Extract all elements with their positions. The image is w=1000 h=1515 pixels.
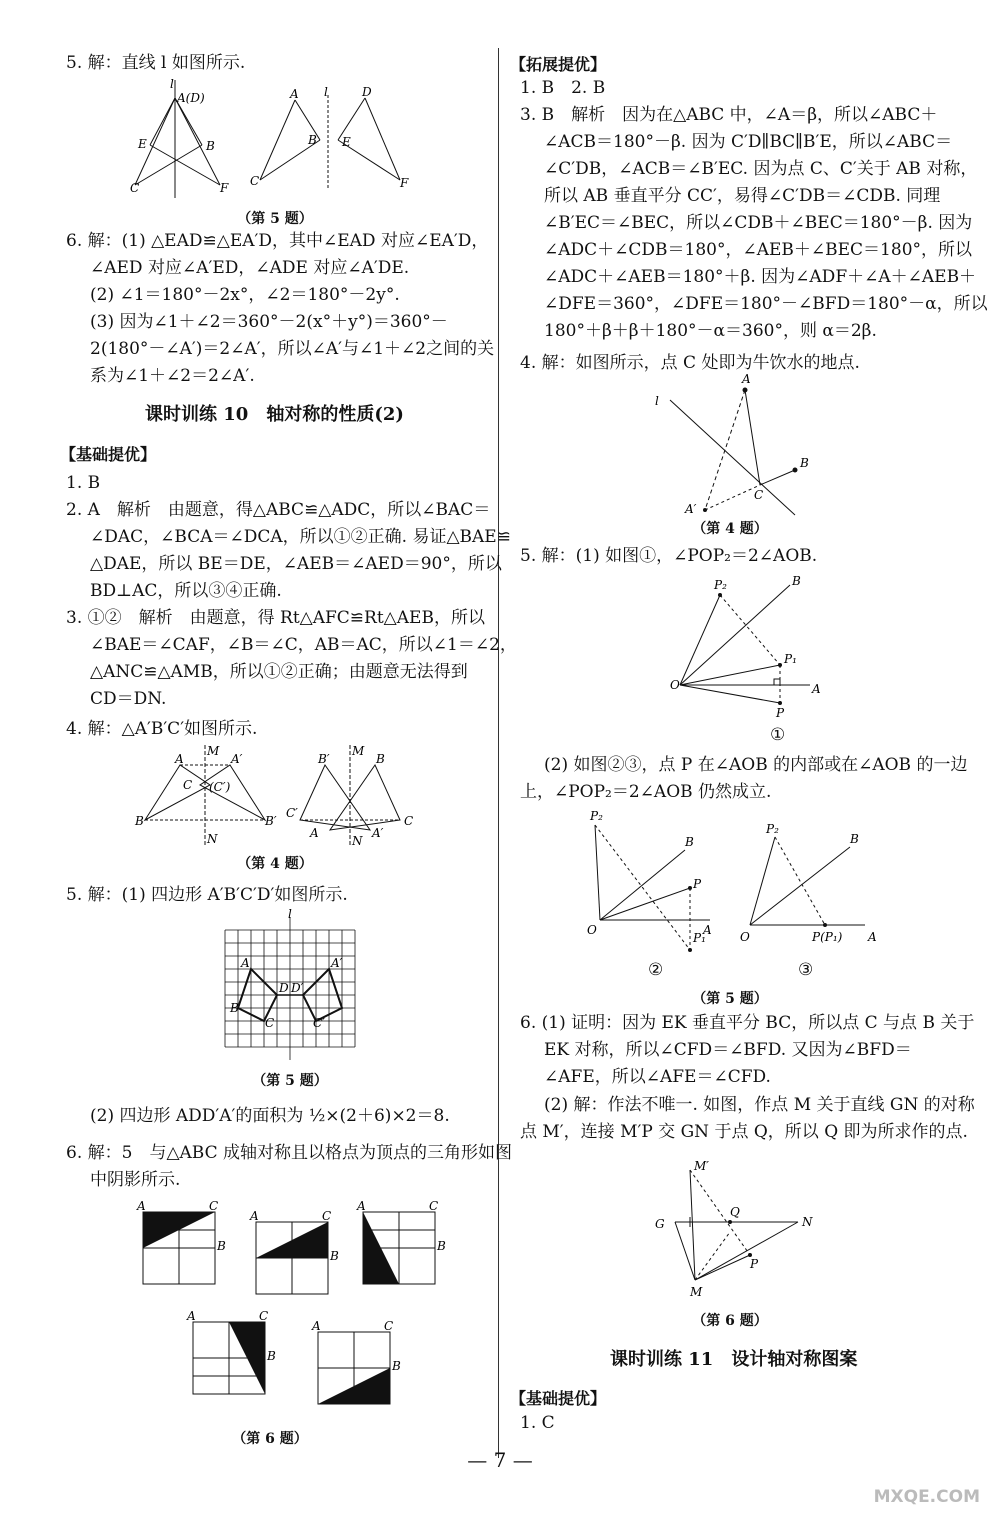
figure-r5-2 (585, 810, 725, 955)
svg-text:N: N (802, 1215, 813, 1229)
svg-text:B: B (685, 835, 694, 849)
figure-q4a (135, 745, 275, 850)
q6-line6: 系为∠1＋∠2＝2∠A′. (90, 366, 255, 386)
svg-text:C: C (322, 1209, 332, 1223)
svg-text:M′: M′ (694, 1159, 710, 1173)
m2b: ∠DAC，∠BCA＝∠DCA，所以①②正确. 易证△BAE≌ (90, 527, 511, 547)
r3d: 所以 AB 垂直平分 CC′，易得∠C′DB＝∠CDB. 同理 (544, 186, 941, 206)
svg-text:A′: A′ (331, 956, 343, 970)
section-basic: 【基础提优】 (60, 445, 157, 464)
m2d: BD⊥AC，所以③④正确. (90, 581, 282, 601)
r6d: (2) 解：作法不唯一. 如图，作点 M 关于直线 GN 的对称 (544, 1095, 975, 1115)
figure-q6-grid2 (248, 1210, 338, 1300)
svg-text:P₁: P₁ (693, 931, 706, 945)
figure-q6-grid4 (185, 1310, 275, 1400)
svg-text:A: A (310, 826, 319, 840)
q6-line5: 2(180°－∠A′)＝2∠A′，所以∠A′与∠1＋∠2之间的关 (90, 339, 495, 359)
svg-text:l: l (170, 77, 174, 91)
m2a: 2. A 解析 由题意，得△ABC≌△ADC，所以∠BAC＝ (66, 500, 491, 520)
svg-text:M: M (690, 1285, 703, 1299)
svg-text:D′: D′ (291, 981, 304, 995)
m3b: ∠BAE＝∠CAF，∠B＝∠C，AB＝AC，所以∠1＝∠2， (90, 635, 517, 655)
svg-text:B: B (308, 133, 317, 147)
svg-text:l: l (324, 85, 328, 99)
m3a: 3. ①② 解析 由题意，得 Rt△AFC≌Rt△AEB，所以 (66, 608, 485, 628)
svg-text:M: M (352, 744, 365, 758)
svg-text:P: P (776, 706, 785, 720)
m5b: (2) 四边形 ADD′A′的面积为 ½×(2＋6)×2＝8. (90, 1106, 450, 1126)
svg-text:B: B (330, 1249, 339, 1263)
svg-text:C′: C′ (313, 1016, 325, 1030)
svg-text:(C′): (C′) (209, 780, 231, 794)
svg-text:B: B (792, 574, 801, 588)
q6-line4: (3) 因为∠1＋∠2＝360°－2(x°＋y°)＝360°－ (90, 312, 448, 332)
svg-text:A(D): A(D) (177, 91, 205, 105)
svg-text:P₂: P₂ (766, 822, 779, 836)
svg-text:B′: B′ (265, 814, 277, 828)
svg-text:M: M (207, 744, 220, 758)
page-number: — 7 — (467, 1448, 533, 1472)
watermark: MXQE.COM (873, 1487, 980, 1507)
svg-text:C: C (259, 1309, 269, 1323)
m1: 1. B (66, 473, 101, 493)
fig2-label: ② (648, 960, 664, 980)
svg-text:E: E (342, 135, 351, 149)
figure-r4 (650, 372, 820, 516)
m3c: △ANC≌△AMB，所以①②正确；由题意无法得到 (90, 662, 468, 682)
caption-q5-grid: （第 5 题） (252, 1073, 328, 1089)
figure-q5-right (250, 85, 420, 200)
figure-q5-grid (225, 907, 355, 1062)
figure-q6-grid5 (310, 1320, 400, 1410)
svg-text:B: B (800, 456, 809, 470)
svg-text:l: l (288, 907, 292, 921)
figure-r6 (650, 1150, 820, 1310)
q1: 1. C (520, 1413, 555, 1433)
svg-text:A: A (703, 923, 712, 937)
svg-text:D: D (279, 981, 289, 995)
r3g: ∠ADC＋∠AEB＝180°＋β. 因为∠ADF＋∠A＋∠AEB＋ (544, 267, 977, 287)
svg-text:C: C (754, 488, 764, 502)
svg-text:B: B (376, 752, 385, 766)
svg-text:C: C (429, 1199, 439, 1213)
svg-text:O: O (740, 930, 750, 944)
section-extend: 【拓展提优】 (510, 55, 607, 74)
r3a: 3. B 解析 因为在△ABC 中，∠A＝β，所以∠ABC＋ (520, 105, 938, 125)
svg-text:B: B (392, 1359, 401, 1373)
q5-answer: 5. 解：直线 l 如图所示. (66, 53, 246, 73)
svg-text:B: B (437, 1239, 446, 1253)
svg-text:A′: A′ (685, 502, 697, 516)
svg-text:A: A (137, 1199, 146, 1213)
r5c: 上，∠POP₂＝2∠AOB 仍然成立. (520, 782, 772, 802)
section-basic-2: 【基础提优】 (510, 1389, 607, 1408)
r6b: EK 对称，所以∠CFD＝∠BFD. 又因为∠BFD＝ (544, 1040, 912, 1060)
svg-text:F: F (220, 181, 229, 195)
q6-line1: 6. 解：(1) △EAD≌△EA′D，其中∠EAD 对应∠EA′D， (66, 231, 489, 251)
svg-text:C: C (404, 814, 414, 828)
column-divider (498, 48, 499, 1458)
svg-text:D: D (362, 85, 372, 99)
figure-r5-3 (740, 822, 890, 955)
m3d: CD＝DN. (90, 689, 167, 709)
svg-text:C: C (130, 181, 140, 195)
figure-r5-1 (670, 575, 840, 725)
svg-text:A′: A′ (372, 826, 384, 840)
svg-text:A′: A′ (231, 752, 243, 766)
r6a: 6. (1) 证明：因为 EK 垂直平分 BC，所以点 C 与点 B 关于 (520, 1013, 975, 1033)
svg-text:B: B (267, 1349, 276, 1363)
q6-line3: (2) ∠1＝180°－2x°，∠2＝180°－2y°. (90, 285, 400, 305)
lesson-11-title: 课时训练 11 设计轴对称图案 (610, 1349, 858, 1370)
svg-text:B: B (230, 1001, 239, 1015)
svg-text:Q: Q (730, 1205, 740, 1219)
svg-text:B: B (850, 832, 859, 846)
svg-text:A: A (357, 1199, 366, 1213)
figure-q4b (280, 745, 420, 850)
svg-text:P₂: P₂ (714, 578, 727, 592)
r5b: (2) 如图②③，点 P 在∠AOB 的内部或在∠AOB 的一边 (544, 755, 968, 775)
q6-line2: ∠AED 对应∠A′ED，∠ADE 对应∠A′DE. (90, 258, 410, 278)
svg-text:O: O (670, 678, 680, 692)
fig1-label: ① (770, 725, 786, 745)
svg-text:N: N (207, 832, 218, 846)
r3h: ∠DFE＝360°，∠DFE＝180°－∠BFD＝180°－α，所以 (544, 294, 988, 314)
svg-text:B: B (135, 814, 144, 828)
r3i: 180°＋β＋β＋180°－α＝360°，则 α＝2β. (544, 321, 877, 341)
fig3-label: ③ (798, 960, 814, 980)
m2c: △DAE，所以 BE＝DE，∠AEB＝∠AED＝90°，所以 (90, 554, 502, 574)
r5a: 5. 解：(1) 如图①，∠POP₂＝2∠AOB. (520, 546, 818, 566)
svg-text:C: C (183, 778, 193, 792)
caption-r5: （第 5 题） (692, 991, 768, 1007)
svg-text:C: C (250, 174, 260, 188)
svg-text:P: P (750, 1257, 759, 1271)
svg-text:F: F (400, 176, 409, 190)
svg-text:P(P₁): P(P₁) (812, 930, 843, 944)
r3e: ∠B′EC＝∠BEC，所以∠CDB＋∠BEC＝180°－β. 因为 (544, 213, 973, 233)
m4: 4. 解：△A′B′C′如图所示. (66, 719, 258, 739)
r6c: ∠AFE，所以∠AFE＝∠CFD. (544, 1067, 771, 1087)
lesson-10-title: 课时训练 10 轴对称的性质(2) (145, 404, 404, 425)
svg-text:A: A (868, 930, 877, 944)
caption-r4: （第 4 题） (692, 521, 768, 537)
svg-text:C: C (209, 1199, 219, 1213)
svg-text:A: A (742, 372, 751, 386)
svg-text:P: P (693, 877, 702, 891)
svg-text:A: A (241, 956, 250, 970)
r3b: ∠ACB＝180°－β. 因为 C′D∥BC∥B′E，所以∠ABC＝ (544, 132, 953, 152)
caption-r6: （第 6 题） (692, 1313, 768, 1329)
r3f: ∠ADC＋∠CDB＝180°，∠AEB＋∠BEC＝180°，所以 (544, 240, 973, 260)
caption-q5: （第 5 题） (237, 211, 313, 227)
figure-q5-left (130, 77, 230, 200)
svg-text:A: A (175, 752, 184, 766)
svg-text:N: N (352, 834, 363, 848)
svg-text:A: A (290, 87, 299, 101)
svg-text:C: C (265, 1016, 275, 1030)
svg-text:B: B (217, 1239, 226, 1253)
svg-text:G: G (655, 1217, 665, 1231)
r6e: 点 M′，连接 M′P 交 GN 于点 Q，所以 Q 即为所求作的点. (520, 1122, 968, 1142)
svg-text:A: A (250, 1209, 259, 1223)
m6a: 6. 解：5 与△ABC 成轴对称且以格点为顶点的三角形如图 (66, 1143, 513, 1163)
svg-text:P₂: P₂ (590, 809, 603, 823)
svg-text:E: E (138, 137, 147, 151)
svg-text:A: A (187, 1309, 196, 1323)
svg-text:B′: B′ (318, 752, 330, 766)
r3c: ∠C′DB，∠ACB＝∠B′EC. 因为点 C、C′关于 AB 对称， (544, 159, 978, 179)
caption-q6: （第 6 题） (232, 1431, 308, 1447)
r1: 1. B 2. B (520, 78, 606, 98)
svg-text:C: C (384, 1319, 394, 1333)
svg-text:C′: C′ (286, 806, 298, 820)
svg-text:A: A (812, 682, 821, 696)
figure-q6-grid1 (135, 1200, 225, 1290)
m5: 5. 解：(1) 四边形 A′B′C′D′如图所示. (66, 885, 348, 905)
svg-text:l: l (655, 394, 659, 408)
svg-text:B: B (206, 139, 215, 153)
caption-q4: （第 4 题） (237, 856, 313, 872)
svg-text:O: O (587, 923, 597, 937)
figure-q6-grid3 (355, 1200, 445, 1290)
m6b: 中阴影所示. (90, 1170, 181, 1190)
svg-text:P₁: P₁ (784, 652, 797, 666)
svg-text:A: A (312, 1319, 321, 1333)
r4: 4. 解：如图所示，点 C 处即为牛饮水的地点. (520, 353, 860, 373)
